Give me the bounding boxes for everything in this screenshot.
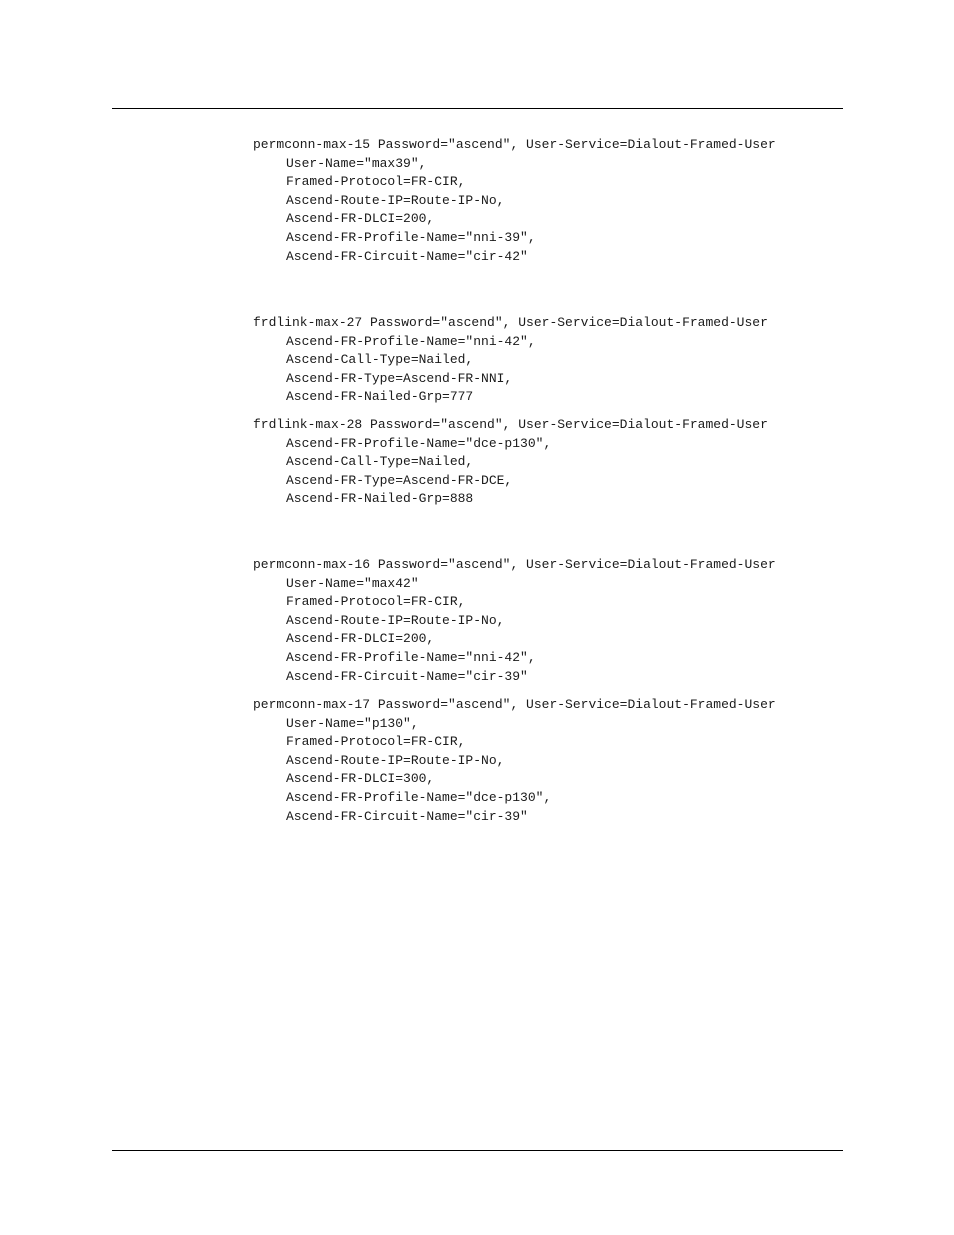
code-line: User-Name="max39", [286,155,427,171]
code-line: frdlink-max-27 Password="ascend", User-Service=Dialout-Framed-User [253,315,768,330]
code-line: Ascend-Call-Type=Nailed, [286,352,474,368]
header-rule [112,108,843,109]
code-line: permconn-max-17 Password="ascend", User-Service=Dialout-Framed-User [253,697,776,712]
code-line: permconn-max-16 Password="ascend", User-Service=Dialout-Framed-User [253,557,776,572]
code-line: Ascend-FR-Circuit-Name="cir-39" [286,668,528,684]
code-line: User-Name="p130", [286,715,419,731]
code-line: Ascend-FR-Type=Ascend-FR-DCE, [286,472,513,488]
code-line: Ascend-FR-Circuit-Name="cir-39" [286,808,528,824]
code-block-permconn-max-15 [253,136,776,266]
code-line: permconn-max-15 Password="ascend", User-Service=Dialout-Framed-User [253,137,776,152]
code-block-permconn-max-17 [253,696,776,826]
code-line: User-Name="max42" [286,575,419,591]
code-line: Ascend-Route-IP=Route-IP-No, [286,612,505,628]
code-line: Framed-Protocol=FR-CIR, [286,734,466,750]
code-line: Ascend-FR-DLCI=200, [286,631,435,647]
code-block-permconn-max-16 [253,556,776,686]
code-block-frdlink-max-27 [253,314,768,407]
code-line: Ascend-FR-Profile-Name="nni-42", [286,649,536,665]
code-line: Ascend-FR-Profile-Name="dce-p130", [286,435,552,451]
code-line: Ascend-FR-Profile-Name="nni-39", [286,229,536,245]
code-line: frdlink-max-28 Password="ascend", User-Service=Dialout-Framed-User [253,417,768,432]
code-line: Ascend-FR-Profile-Name="dce-p130", [286,789,552,805]
code-line: Ascend-FR-DLCI=300, [286,771,435,787]
footer-rule [112,1150,843,1151]
code-line: Ascend-FR-Nailed-Grp=888 [286,491,474,507]
code-line: Ascend-FR-Circuit-Name="cir-42" [286,248,528,264]
code-line: Ascend-Route-IP=Route-IP-No, [286,752,505,768]
code-block-frdlink-max-28 [253,416,768,509]
code-line: Ascend-FR-Profile-Name="nni-42", [286,333,536,349]
code-line: Framed-Protocol=FR-CIR, [286,174,466,190]
code-line: Ascend-Call-Type=Nailed, [286,454,474,470]
code-line: Ascend-Route-IP=Route-IP-No, [286,192,505,208]
code-line: Ascend-FR-Type=Ascend-FR-NNI, [286,370,513,386]
code-line: Framed-Protocol=FR-CIR, [286,594,466,610]
code-line: Ascend-FR-DLCI=200, [286,211,435,227]
code-line: Ascend-FR-Nailed-Grp=777 [286,389,474,405]
